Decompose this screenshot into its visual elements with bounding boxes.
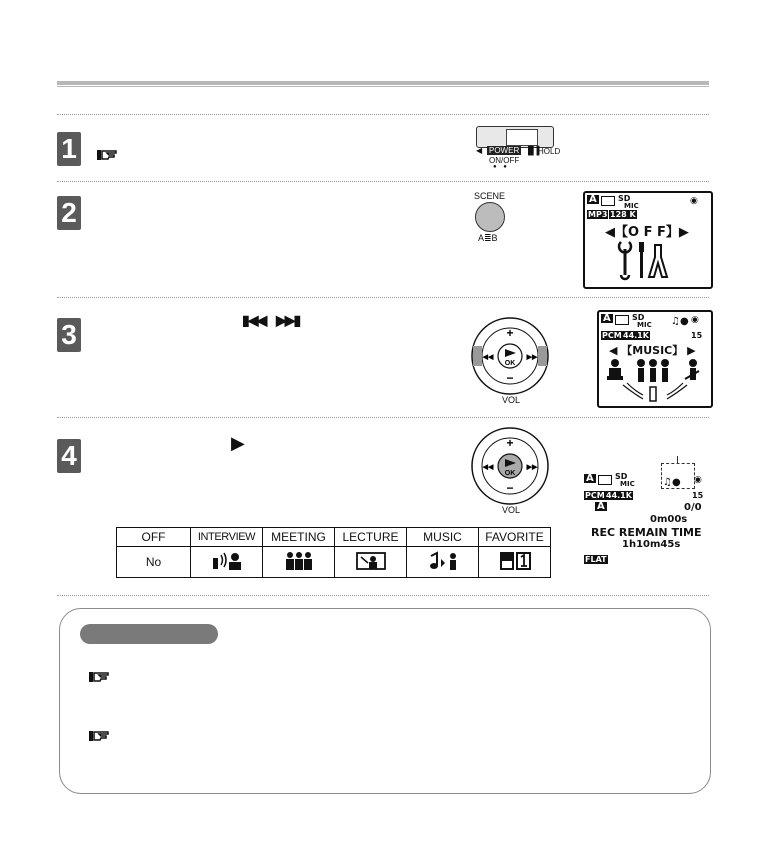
lcd-format: MP3 — [588, 210, 608, 219]
scene-header-music: MUSIC — [407, 528, 479, 547]
svg-text:OK: OK — [504, 360, 516, 367]
onoff-label: ON/OFF — [489, 156, 520, 165]
music-icon: ♫● — [663, 477, 681, 488]
lcd-display-recording — [584, 472, 709, 566]
mic-sensitivity-icon: ◉ — [690, 196, 698, 206]
lcd-folder: A — [597, 501, 605, 512]
skip-forward-icon: ▶▶▮ — [276, 312, 300, 328]
hold-label: HOLD — [538, 147, 561, 156]
power-label: POWER — [489, 146, 520, 155]
lcd-a-indicator: A — [586, 473, 594, 484]
scene-table — [116, 527, 551, 578]
step-4-badge: 4 — [57, 439, 81, 473]
scene-value-music — [407, 547, 479, 578]
svg-text:+: + — [506, 326, 514, 340]
lcd-display-music — [597, 310, 713, 408]
header-rule — [57, 81, 709, 85]
lcd-eq: FLAT — [585, 555, 607, 564]
lcd-a-indicator: A — [603, 313, 611, 324]
lcd-mode-text: ◀【O F F】▶ — [605, 225, 689, 240]
svg-text:+: + — [506, 436, 514, 450]
scene-header-meeting: MEETING — [263, 528, 335, 547]
vol-label: VOL — [502, 395, 521, 405]
vol-label: VOL — [502, 505, 521, 515]
scene-value-off: No — [117, 547, 191, 578]
lcd-display-off — [583, 191, 713, 289]
lcd-rate: 44.1K — [606, 491, 632, 500]
step-2-badge: 2 — [57, 196, 81, 230]
step-3-badge: 3 — [57, 318, 81, 352]
lcd-mode-text: ◀ 【MUSIC】 ▶ — [609, 344, 696, 357]
lecture-icon — [353, 551, 389, 571]
divider — [57, 417, 709, 418]
lcd-sd: SD — [632, 313, 645, 322]
svg-text:▶▶: ▶▶ — [526, 464, 538, 471]
lcd-format: PCM — [602, 331, 622, 340]
svg-text:−: − — [506, 371, 514, 385]
lcd-level: 15 — [691, 331, 703, 340]
callout-line — [677, 456, 678, 464]
skip-back-icon: ▮◀◀ — [242, 312, 266, 328]
divider — [57, 297, 709, 298]
mic-sensitivity-icon: ◉ — [691, 315, 699, 325]
note-heading-pill — [80, 624, 218, 644]
play-icon: ▶ — [231, 433, 245, 453]
lcd-format: PCM — [585, 491, 605, 500]
lcd-sd: SD — [618, 194, 631, 203]
lcd-sd: SD — [615, 472, 628, 481]
scene-value-meeting — [263, 547, 335, 578]
svg-text:◀◀: ◀◀ — [482, 354, 494, 361]
lcd-mic: MIC — [637, 321, 652, 329]
meeting-icon — [281, 551, 317, 571]
svg-text:OK: OK — [504, 470, 516, 477]
power-switch-knob[interactable] — [506, 129, 538, 146]
lcd-level: 15 — [692, 491, 704, 500]
battery-icon — [601, 196, 615, 206]
scene-header-favorite: FAVORITE — [479, 528, 551, 547]
hold-tick-icon: █▐ — [528, 146, 540, 155]
scene-button[interactable] — [475, 202, 505, 232]
reference-hand-icon — [96, 148, 118, 166]
reference-hand-icon — [88, 729, 110, 748]
lcd-remain-label: REC REMAIN TIME — [591, 526, 702, 539]
svg-text:−: − — [506, 481, 514, 495]
scene-header-lecture: LECTURE — [335, 528, 407, 547]
lcd-a-indicator: A — [589, 194, 597, 205]
band-performers-icon — [603, 357, 707, 403]
divider — [57, 595, 709, 596]
lcd-bitrate: 128 K — [610, 210, 636, 219]
scene-header-off: OFF — [117, 528, 191, 547]
scene-value-favorite — [479, 547, 551, 578]
music-icon: ♫● — [671, 316, 689, 327]
scene-label: SCENE — [474, 191, 506, 201]
lcd-rate: 44.1K — [623, 331, 649, 340]
lcd-mic: MIC — [620, 480, 635, 488]
lcd-elapsed: 0m00s — [650, 514, 688, 525]
divider — [57, 114, 709, 115]
lcd-mic: MIC — [624, 202, 639, 210]
tools-icon — [615, 239, 671, 281]
control-pad-step3[interactable] — [470, 316, 550, 396]
svg-text:▶▶: ▶▶ — [526, 354, 538, 361]
lcd-remain-time: 1h10m45s — [622, 539, 681, 550]
interview-icon — [209, 551, 245, 571]
scene-value-interview — [191, 547, 263, 578]
control-pad-step4[interactable] — [470, 426, 550, 506]
header-rule-thin — [57, 86, 709, 87]
battery-icon — [598, 475, 612, 485]
lcd-count: 0/0 — [684, 502, 702, 513]
svg-text:◀◀: ◀◀ — [482, 464, 494, 471]
divider — [57, 181, 709, 182]
scene-value-lecture — [335, 547, 407, 578]
battery-icon — [615, 315, 629, 325]
onoff-dots-icon: ● ● — [493, 164, 507, 170]
favorite-icon — [497, 551, 533, 571]
mic-sensitivity-icon: ◉ — [694, 475, 702, 485]
scene-ab-label: A≣B — [478, 233, 498, 243]
step-1-badge: 1 — [57, 132, 81, 166]
music-icon — [425, 551, 461, 571]
arrow-left-icon: ◀ — [476, 146, 483, 155]
reference-hand-icon — [88, 670, 110, 689]
scene-header-interview: INTERVIEW — [191, 528, 263, 547]
